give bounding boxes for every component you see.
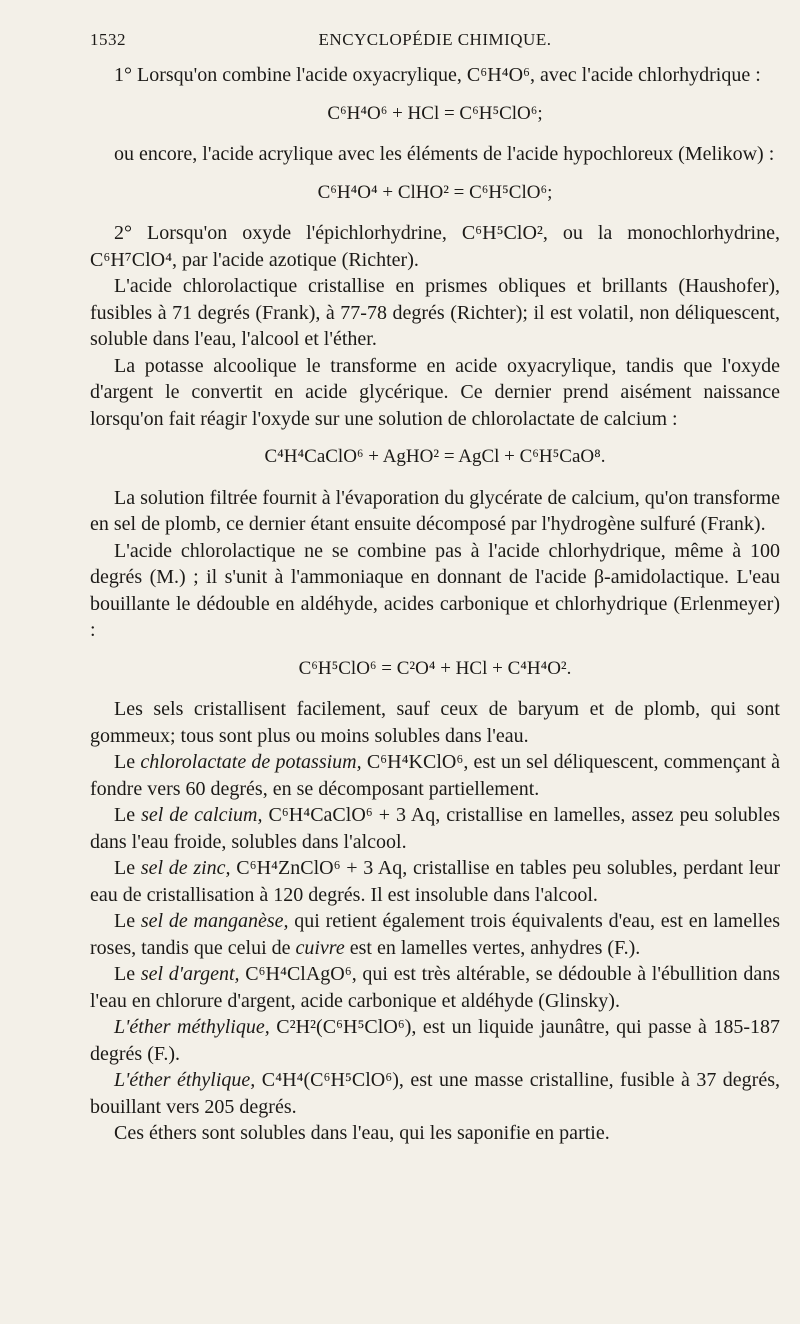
- paragraph: L'acide chlorolactique ne se combine pas à l'acide chlorhydrique, même à 100 degrés (M.) ; il s'unit à l'ammoniaque en donnant de l'acide β-amidolactique. L'eau bouillante le dédouble en aldéhyde, acides carbonique et chlorhydrique (Erlenmeyer) :: [90, 539, 780, 641]
- formula: C⁴H⁴CaClO⁶ + AgHO² = AgCl + C⁶H⁵CaO⁸.: [264, 446, 606, 467]
- italic-term: sel de calcium,: [141, 804, 263, 826]
- italic-term: sel de manganèse,: [140, 910, 289, 932]
- paragraph-zinc-salt: Le sel de zinc, C⁶H⁴ZnClO⁶ + 3 Aq, cristallise en tables peu solubles, perdant leur eau de cristallisation à 120 degrés. Il est insoluble dans l'alcool.: [90, 857, 780, 906]
- paragraph: 1° Lorsqu'on combine l'acide oxyacrylique, C⁶H⁴O⁶, avec l'acide chlorhydrique :: [114, 64, 761, 86]
- page-header: [90, 30, 780, 54]
- paragraph: ou encore, l'acide acrylique avec les éléments de l'acide hypochloreux (Melikow) :: [114, 143, 775, 165]
- page-number: 1532: [90, 30, 126, 49]
- paragraph: Ces éthers sont solubles dans l'eau, qui les saponifie en partie.: [114, 1122, 610, 1144]
- italic-term: L'éther éthylique,: [114, 1069, 256, 1091]
- paragraph-silver-salt: Le sel d'argent, C⁶H⁴ClAgO⁶, qui est très altérable, se dédouble à l'ébullition dans l'eau en chlorure d'argent, acide carbonique et aldéhyde (Glinsky).: [90, 963, 780, 1012]
- body-text: [90, 62, 780, 1147]
- paragraph-methyl-ether: L'éther méthylique, C²H²(C⁶H⁵ClO⁶), est un liquide jaunâtre, qui passe à 185-187 degrés (F.).: [90, 1016, 780, 1065]
- paragraph-ethyl-ether: L'éther éthylique, C⁴H⁴(C⁶H⁵ClO⁶), est une masse cristalline, fusible à 37 degrés, bouillant vers 205 degrés.: [90, 1069, 780, 1118]
- paragraph: La solution filtrée fournit à l'évaporation du glycérate de calcium, qu'on transforme en sel de plomb, ce dernier étant ensuite décomposé par l'hydrogène sulfuré (Frank).: [90, 486, 780, 535]
- formula: C⁶H⁴O⁶ + HCl = C⁶H⁵ClO⁶;: [327, 102, 543, 124]
- paragraph-manganese-salt: Le sel de manganèse, qui retient également trois équivalents d'eau, est en lamelles roses, tandis que celui de cuivre est en lamelles vertes, anhydres (F.).: [90, 910, 781, 959]
- formula: C⁶H⁵ClO⁶ = C²O⁴ + HCl + C⁴H⁴O².: [298, 657, 572, 679]
- paragraph: Les sels cristallisent facilement, sauf ceux de baryum et de plomb, qui sont gommeux; tous sont plus ou moins solubles dans l'eau.: [90, 698, 780, 747]
- formula: C⁶H⁴O⁴ + ClHO² = C⁶H⁵ClO⁶;: [317, 181, 553, 203]
- italic-term: sel d'argent,: [140, 963, 240, 985]
- paragraph-potassium-salt: Le chlorolactate de potassium, C⁶H⁴KClO⁶, est un sel déliquescent, commençant à fondre vers 60 degrés, en se décomposant partiellement.: [90, 751, 781, 800]
- italic-term: cuivre: [295, 936, 345, 959]
- italic-term: sel de zinc,: [140, 857, 231, 879]
- paragraph-calcium-salt: Le sel de calcium, C⁶H⁴CaClO⁶ + 3 Aq, cristallise en lamelles, assez peu solubles dans l'eau froide, solubles dans l'alcool.: [90, 804, 781, 853]
- italic-term: chlorolactate de potassium,: [140, 751, 362, 773]
- running-title: ENCYCLOPÉDIE CHIMIQUE.: [318, 30, 552, 49]
- paragraph: La potasse alcoolique le transforme en acide oxyacrylique, tandis que l'oxyde d'argent le convertit en acide glycérique. Ce dernier prend aisément naissance lorsqu'on fait réagir l'oxyde sur une solution de chlorolactate de calcium :: [90, 354, 780, 430]
- paragraph: L'acide chlorolactique cristallise en prismes obliques et brillants (Haushofer), fusibles à 71 degrés (Frank), à 77-78 degrés (Richter); il est volatil, non déliquescent, soluble dans l'eau, l'alcool et l'éther.: [90, 275, 780, 350]
- italic-term: L'éther méthylique,: [114, 1016, 270, 1038]
- paragraph: 2° Lorsqu'on oxyde l'épichlorhydrine, C⁶H⁵ClO², ou la monochlorhydrine, C⁶H⁷ClO⁴, par l'acide azotique (Richter).: [90, 222, 780, 271]
